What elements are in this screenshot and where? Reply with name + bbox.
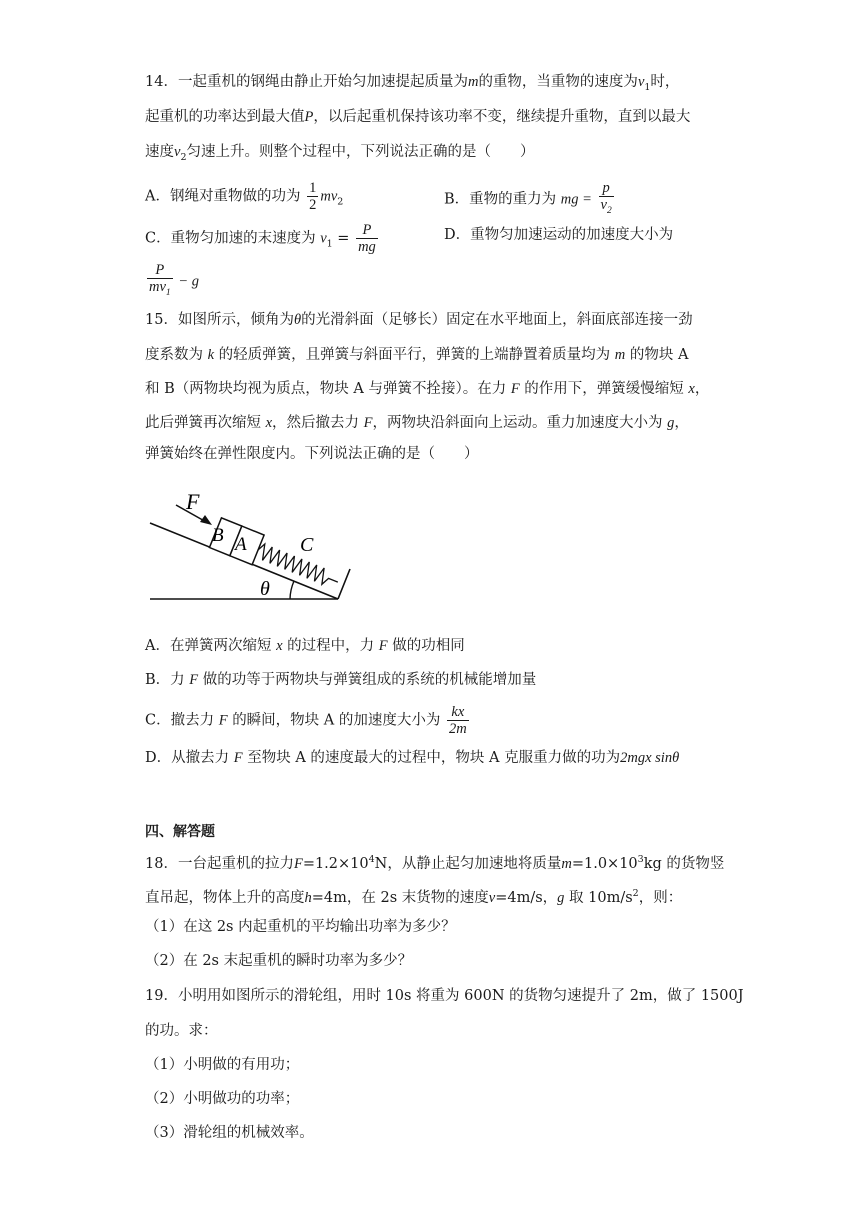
q15-line3: 和 B（两物块均视为质点，物块 A 与弹簧不拴接）。在力 F 的作用下，弹簧缓慢缩短 x， (145, 381, 710, 397)
q14-option-d: D．重物匀加速运动的加速度大小为 (444, 227, 674, 243)
q18-sub2: （2）在 2s 末起重机的瞬时功率为多少？ (145, 953, 413, 969)
q19-line2: 的功。求： (145, 1023, 218, 1039)
incline-figure (140, 485, 360, 610)
q15-line5: 弹簧始终在弹性限度内。下列说法正确的是（ ） (145, 446, 479, 462)
q14-line3: 速度$v_2$匀速上升。则整个过程中，下列说法正确的是（ ） (145, 144, 535, 163)
q19-sub2: （2）小明做功的功率； (145, 1091, 300, 1107)
q19-line1: 19．小明用如图所示的滑轮组，用时 10s 将重为 600N 的货物匀速提升了 2m，做了 1500J (145, 988, 744, 1004)
q18-line2: 直吊起，物体上升的高度h=4m，在 2s 末货物的速度v=4m/s，g 取 $10m/s^2$，则： (145, 888, 683, 906)
q15-option-d: D．从撤去力 F 至物块 A 的速度最大的过程中，物块 A 克服重力做的功为2mgx sinθ (145, 750, 680, 766)
q19-sub3: （3）滑轮组的机械效率。 (145, 1125, 314, 1141)
theta-label: θ (260, 578, 270, 600)
q15-option-c: C．撤去力 F 的瞬间，物块 A 的加速度大小为 $\frac{kx}{2m}$ (145, 704, 467, 737)
label-f: F (186, 489, 200, 514)
q18-sub1: （1）在这 2s 内起重机的平均输出功率为多少？ (145, 919, 456, 935)
section-heading: 四、解答题 (145, 824, 215, 840)
q14-option-a: A．钢绳对重物做的功为 $\frac{1}{2}$ $mv_2$ (145, 180, 344, 213)
q19-sub1: （1）小明做的有用功； (145, 1057, 300, 1073)
label-a: A (235, 534, 247, 555)
q15-line2: 度系数为 k 的轻质弹簧，且弹簧与斜面平行，弹簧的上端静置着质量均为 m 的物块 A (145, 347, 689, 363)
q14-option-c: C．重物匀加速的末速度为 $v_1$ = $\frac{P}{mg}$ (145, 222, 376, 255)
end-wall (338, 569, 350, 599)
q15-line1: 15．如图所示，倾角为θ的光滑斜面（足够长）固定在水平地面上，斜面底部连接一劲 (145, 312, 693, 328)
q15-option-b: B．力 F 做的功等于两物块与弹簧组成的系统的机械能增加量 (145, 672, 537, 688)
q14-line1: 14．一起重机的钢绳由静止开始匀加速提起质量为m的重物，当重物的速度为$v_1$时， (145, 74, 680, 93)
label-c: C (300, 534, 314, 556)
q14-option-b: B．重物的重力为 mg = $\frac{p}{v_2}$ (444, 180, 612, 216)
q14-option-d-value: $\frac{P}{mv_1}$ − g (149, 262, 199, 298)
q15-option-a: A．在弹簧两次缩短 x 的过程中，力 F 做的功相同 (145, 638, 465, 654)
q18-line1: 18．一台起重机的拉力$F=1.2\times 10^4N$，从静止起匀加速地将质量$m=1.0\times 10^3kg$ 的货物竖 (145, 854, 725, 872)
q15-line4: 此后弹簧再次缩短 x，然后撤去力 F，两物块沿斜面向上运动。重力加速度大小为 g， (145, 415, 689, 431)
force-arrowhead (200, 515, 212, 525)
angle-arc (290, 581, 294, 599)
q14-line2: 起重机的功率达到最大值P，以后起重机保持该功率不变，继续提升重物，直到以最大 (145, 109, 691, 125)
label-b: B (212, 525, 224, 546)
